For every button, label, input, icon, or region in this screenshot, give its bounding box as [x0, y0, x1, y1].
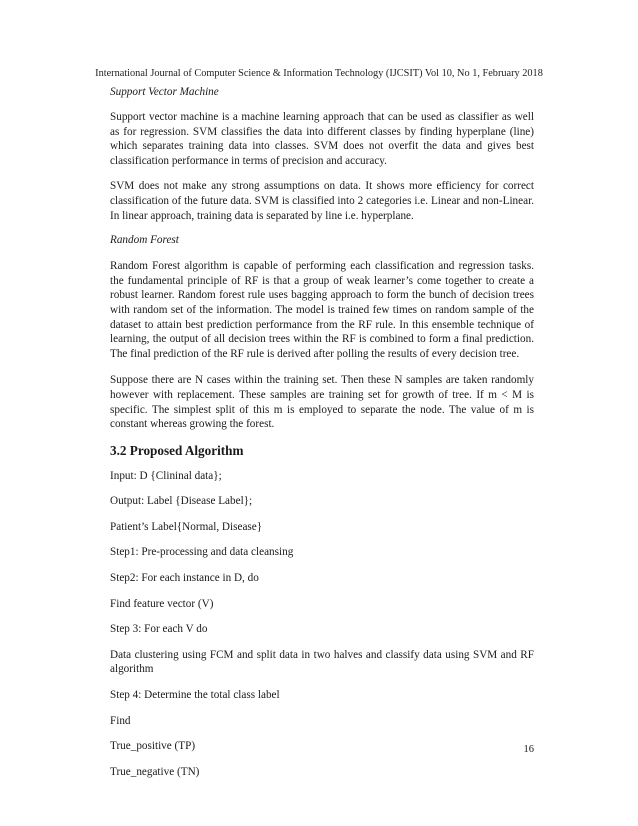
rf-paragraph-2: Suppose there are N cases within the training set. Then these N samples are taken randomly however with replacement. These samples are training set for growth of tree. If m < M is specific. The simplest split of this m is employed to separate the node. The value of m is constant whereas growing the forest. — [110, 374, 534, 431]
algorithm-step: Find — [110, 714, 131, 727]
svm-heading: Support Vector Machine — [110, 86, 219, 98]
page-number: 16 — [523, 744, 534, 755]
algorithm-step: True_negative (TN) — [110, 765, 200, 778]
algorithm-step: True_positive (TP) — [110, 740, 196, 753]
algorithm-step: Patient’s Label{Normal, Disease} — [110, 520, 263, 533]
algorithm-step: Step1: Pre-processing and data cleansing — [110, 546, 294, 559]
algorithm-step: Output: Label {Disease Label}; — [110, 495, 253, 508]
rf-heading: Random Forest — [110, 234, 179, 247]
algorithm-step: Step2: For each instance in D, do — [110, 572, 259, 585]
algorithm-step: Data clustering using FCM and split data in two halves and classify data using SVM and RF algorithm — [110, 648, 534, 676]
algorithm-step: Find feature vector (V) — [110, 597, 214, 610]
running-header: International Journal of Computer Science & Information Technology (IJCSIT) Vol 10, No 1, February 2018 — [95, 68, 543, 79]
svm-paragraph-2: SVM does not make any strong assumptions on data. It shows more efficiency for correct classification of the future data. SVM is classified into 2 categories i.e. Linear and non-Linear. In linear approach, training data is separated by line i.e. hyperplane. — [110, 180, 534, 222]
rf-paragraph-1: Random Forest algorithm is capable of performing each classification and regression tasks. the fundamental principle of RF is that a group of weak learner’s come together to create a robust learner. Random forest rule uses bagging approach to form the bunch of decision trees with random set of the information. The model is trained few times on random sample of the dataset to attain best prediction performance from the RF rule. In this ensemble technique of learning, the output of all decision trees within the RF is combined to form a final prediction. The final prediction of the RF rule is derived after polling the results of every decision tree. — [110, 260, 534, 360]
algorithm-step: Step 4: Determine the total class label — [110, 689, 280, 702]
section-heading-proposed-algorithm: 3.2 Proposed Algorithm — [110, 442, 244, 458]
algorithm-step: Input: D {Clininal data}; — [110, 469, 222, 482]
page-body — [110, 85, 534, 779]
algorithm-step: Step 3: For each V do — [110, 623, 208, 636]
svm-paragraph-1: Support vector machine is a machine learning approach that can be used as classifier as well as for regression. SVM classifies the data into different classes by finding hyperplane (line) which separates training data into classes. SVM does not overfit the data and gives best classification performance in terms of precision and accuracy. — [110, 111, 534, 167]
